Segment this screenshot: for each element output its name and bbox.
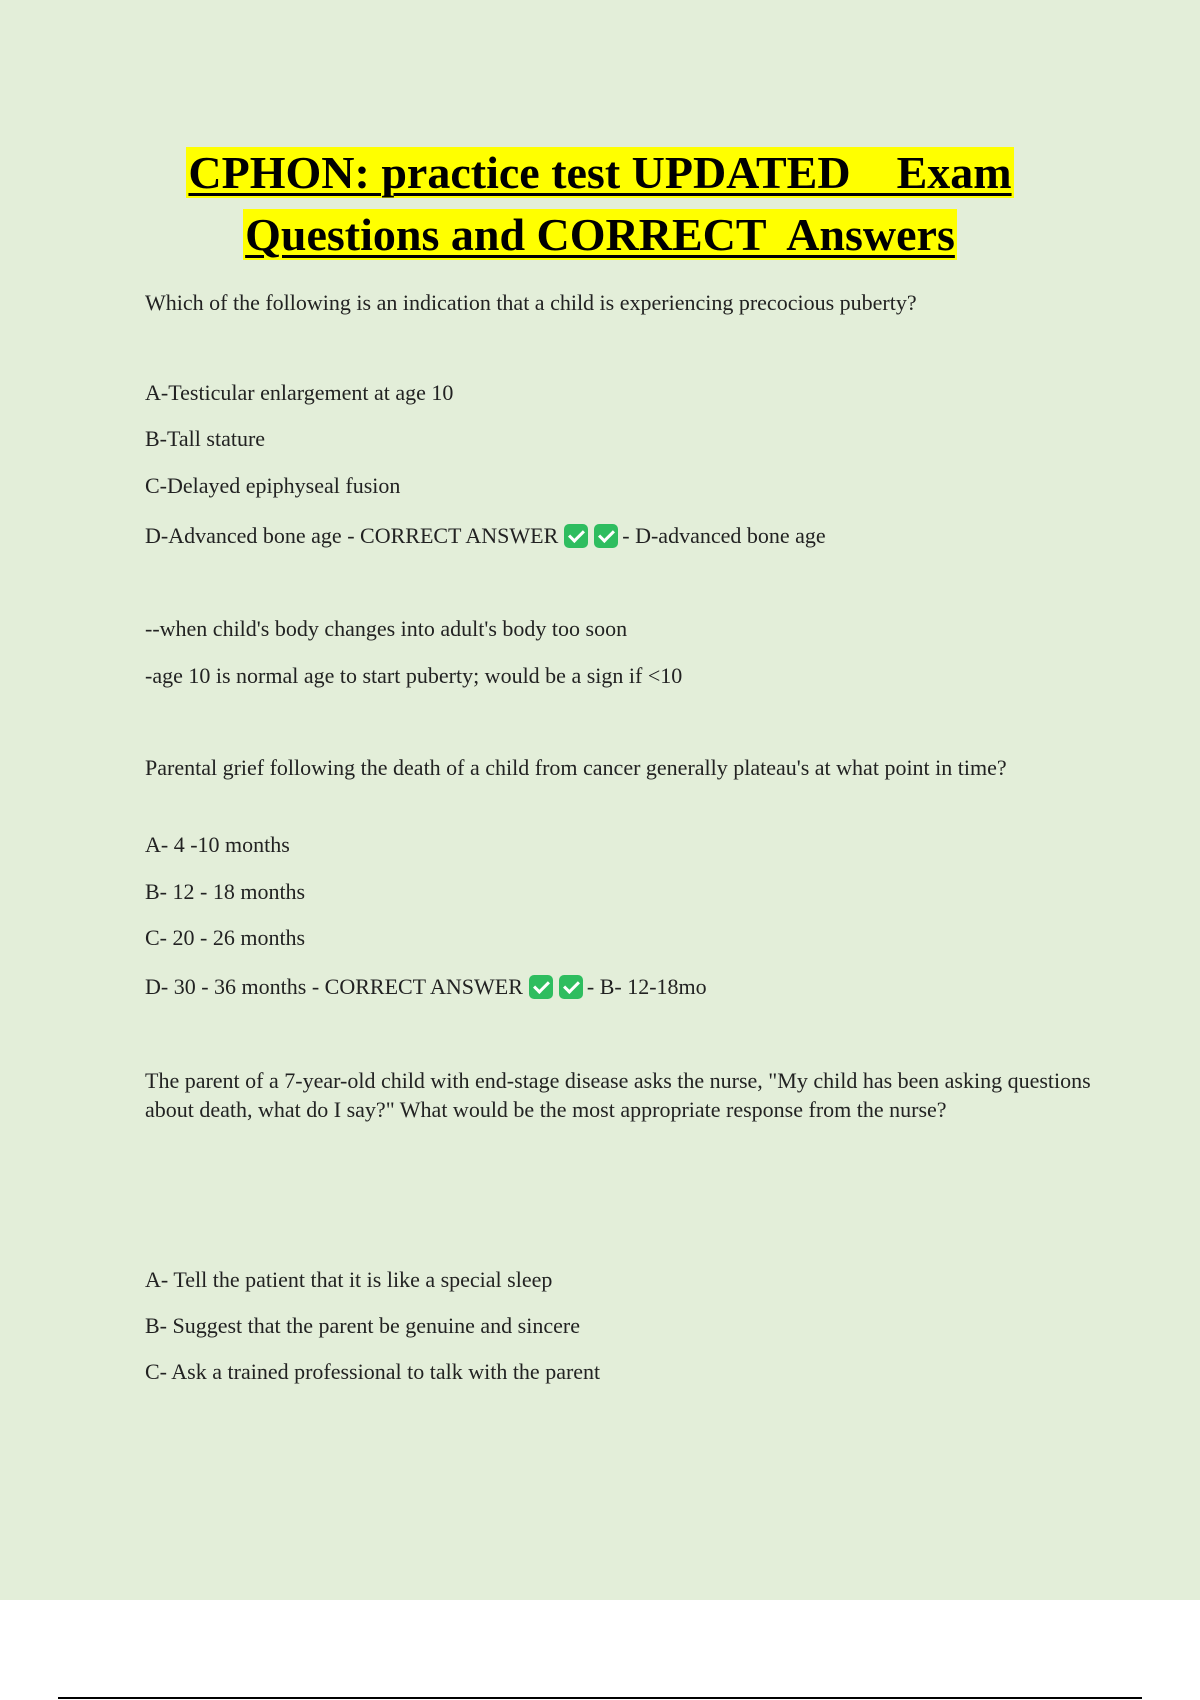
q1-option-a: A-Testicular enlargement at age 10 [145, 380, 454, 405]
q1-note-1: --when child's body changes into adult's body too soon [145, 616, 628, 641]
q3-option-a: A- Tell the patient that it is like a special sleep [145, 1267, 553, 1292]
footer-divider [58, 1697, 1142, 1699]
question-3-text: The parent of a 7-year-old child with end-stage disease asks the nurse, "My child has been asking questions about death, what do I say?" What would be the most appropriate response from the nurse? [145, 1068, 1091, 1122]
question-2-text: Parental grief following the death of a child from cancer generally plateau's at what point in time? [145, 755, 1007, 780]
q3-option-c: C- Ask a trained professional to talk with the parent [145, 1359, 601, 1384]
q2-option-d: D- 30 - 36 months [145, 974, 307, 999]
title-line-1: CPHON: practice test UPDATED Exam [188, 147, 1012, 198]
q2-option-b: B- 12 - 18 months [145, 879, 306, 904]
document-title [0, 142, 1200, 266]
check-mark-icon [564, 524, 588, 548]
check-mark-icon [529, 975, 553, 999]
q1-option-b: B-Tall stature [145, 426, 266, 451]
q1-note-2: -age 10 is normal age to start puberty; would be a sign if <10 [145, 663, 683, 688]
q2-answer-label: - CORRECT ANSWER [311, 974, 523, 999]
q2-option-c: C- 20 - 26 months [145, 925, 306, 950]
q1-option-c: C-Delayed epiphyseal fusion [145, 473, 401, 498]
question-1-text: Which of the following is an indication that a child is experiencing precocious puberty? [145, 290, 917, 315]
q1-option-d-row [145, 521, 1095, 550]
q2-option-d-row [145, 972, 1095, 1001]
q1-answer-text: - D-advanced bone age [622, 523, 826, 548]
q1-answer-label: - CORRECT ANSWER [347, 523, 559, 548]
q2-option-a: A- 4 -10 months [145, 832, 290, 857]
check-mark-icon [594, 524, 618, 548]
q3-option-b: B- Suggest that the parent be genuine and sincere [145, 1313, 580, 1338]
title-line-2: Questions and CORRECT Answers [245, 209, 955, 260]
q2-answer-text: - B- 12-18mo [586, 974, 707, 999]
check-mark-icon [559, 975, 583, 999]
q1-option-d: D-Advanced bone age [145, 523, 342, 548]
